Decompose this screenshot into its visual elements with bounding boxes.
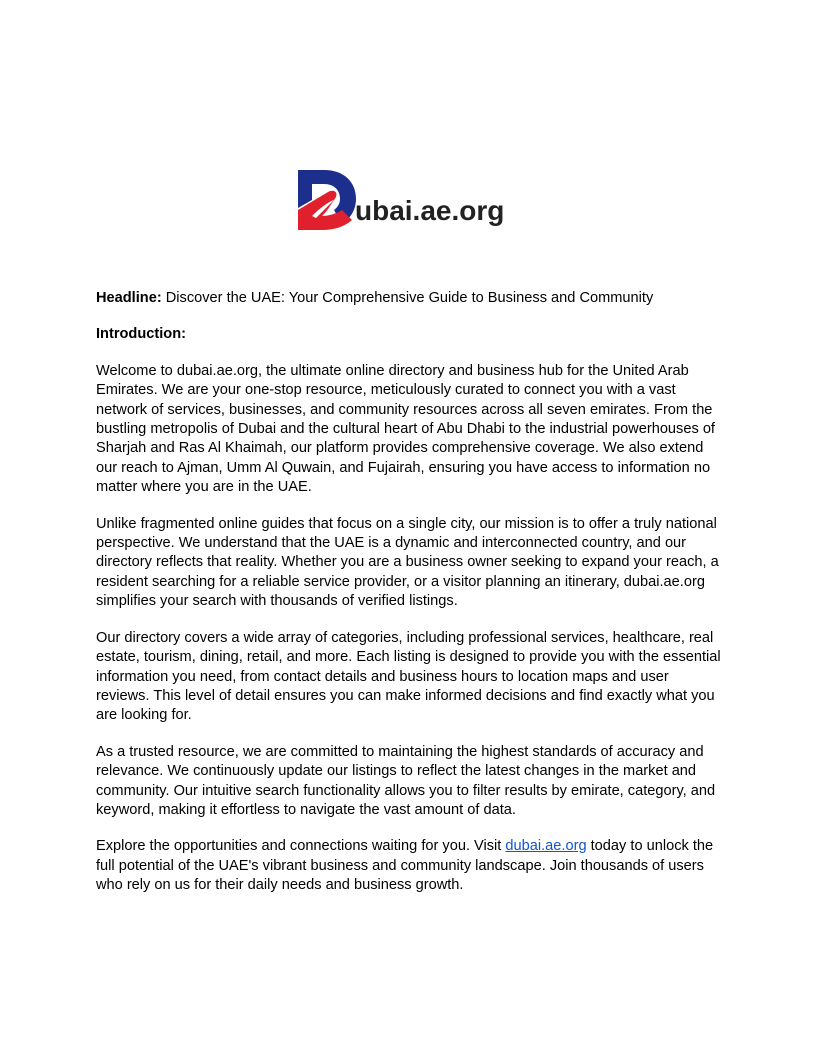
logo: [298, 170, 528, 232]
closing-after-link: today to unlock the full potential of the UAE's vibrant business and community landscape. Join thousands of users who rely on us for their daily needs and business growth.: [96, 838, 714, 894]
headline-label: Headline:: [96, 290, 162, 306]
logo-wordmark: ubai.ae.org: [355, 195, 505, 226]
closing-before-link: Explore the opportunities and connections waiting for you. Visit: [96, 838, 506, 855]
dubai-link[interactable]: dubai.ae.org: [505, 838, 587, 855]
paragraph-2: Unlike fragmented online guides that focus on a single city, our mission is to offer a truly national perspective. We understand that the UAE is a dynamic and interconnected country, and our directory reflects that reality. Whether you are a business owner seeking to expand your reach, a resident searching for a reliable service provider, or a visitor planning an itinerary, dubai.ae.org simplifies your search with thousands of verified listings.: [96, 515, 719, 610]
paragraph-1: Welcome to dubai.ae.org, the ultimate online directory and business hub for the United Arab Emirates. We are your one-stop resource, meticulously curated to connect you with a vast network of services, businesses, and community resources across all seven emirates. From the bustling metropolis of Dubai and the cultural heart of Abu Dhabi to the industrial powerhouses of Sharjah and Ras Al Khaimah, our platform provides comprehensive coverage. We also extend our reach to Ajman, Umm Al Quwain, and Fujairah, ensuring you have access to information no matter where you are in the UAE.: [96, 362, 715, 496]
document-body: [96, 289, 726, 913]
paragraph-4: As a trusted resource, we are committed to maintaining the highest standards of accuracy and relevance. We continuously update our listings to reflect the latest changes in the market and community. Our intuitive search functionality allows you to filter results by emirate, category, and keyword, making it effortless to navigate the vast amount of data.: [96, 743, 716, 818]
headline: [96, 289, 726, 308]
headline-text: Discover the UAE: Your Comprehensive Guide to Business and Community: [165, 290, 654, 306]
closing-paragraph: [96, 837, 726, 895]
introduction-label: Introduction:: [96, 326, 186, 343]
paragraph-3: Our directory covers a wide array of categories, including professional services, healthcare, real estate, tourism, dining, retail, and more. Each listing is designed to provide you with the essential information you need, from contact details and business hours to location maps and user reviews. This level of detail ensures you can make informed decisions and find exactly what you are looking for.: [96, 629, 721, 724]
logo-d-mark: [298, 170, 358, 232]
